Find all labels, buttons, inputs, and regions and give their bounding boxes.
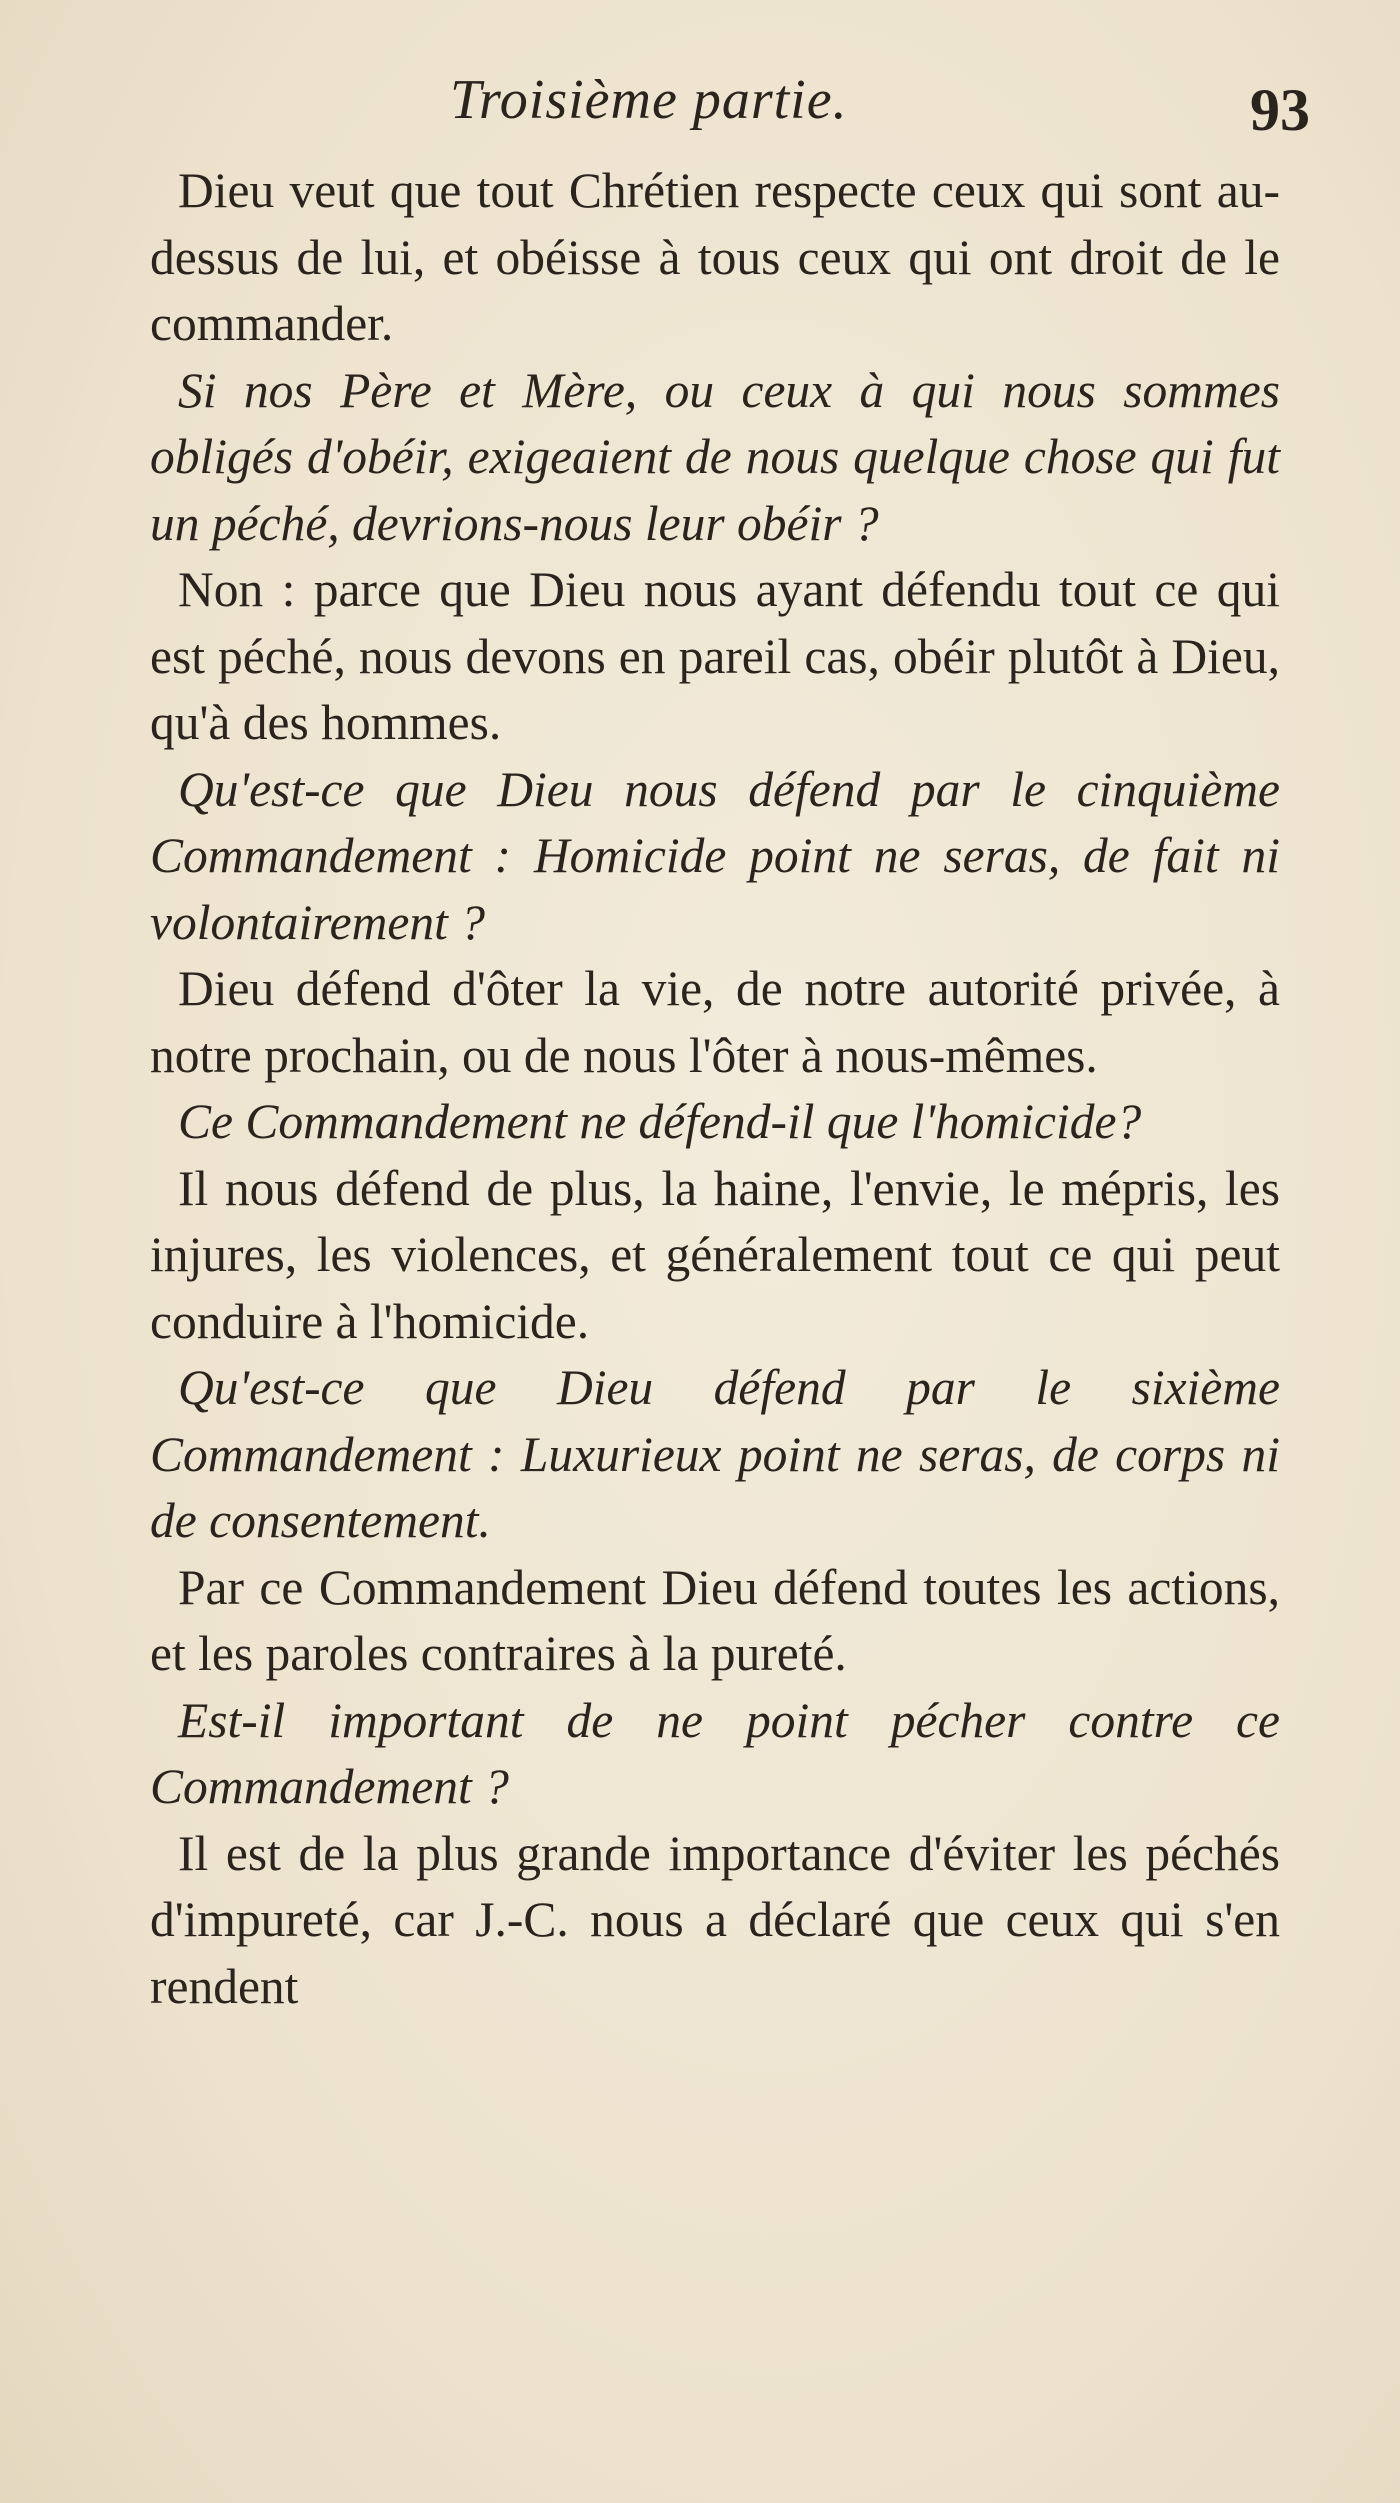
question-paragraph: Si nos Père et Mère, ou ceux à qui nous sommes obligés d'obéir, exigeaient de nous quelque chose qui fut un péché, devrions-nous leur obéir ? [150, 362, 1280, 551]
page-number: 93 [1250, 77, 1310, 143]
answer-paragraph: Dieu veut que tout Chrétien respecte ceux qui sont au-dessus de lui, et obéisse à tous ceux qui ont droit de le commander. [150, 163, 1280, 351]
question-paragraph: Ce Commandement ne défend-il que l'homicide? [178, 1094, 1142, 1149]
body-text [150, 158, 1280, 2020]
question-paragraph: Est-il important de ne point pécher contre ce Commandement ? [150, 1692, 1280, 1814]
answer-paragraph: Il est de la plus grande importance d'éviter les péchés d'impureté, car J.-C. nous a déclaré que ceux qui s'en rendent [150, 1825, 1280, 2014]
answer-paragraph: Par ce Commandement Dieu défend toutes les actions, et les paroles contraires à la pureté. [150, 1559, 1280, 1681]
question-paragraph: Qu'est-ce que Dieu défend par le sixième Commandement : Luxurieux point ne seras, de corps ni de consentement. [150, 1360, 1280, 1548]
question-paragraph: Qu'est-ce que Dieu nous défend par le cinquième Commandement : Homicide point ne seras, de fait ni volontairement ? [150, 761, 1280, 950]
answer-paragraph: Il nous défend de plus, la haine, l'envie, le mépris, les injures, les violences, et généralement tout ce qui peut conduire à l'homicide. [150, 1160, 1280, 1349]
page-header [150, 58, 1310, 158]
running-title: Troisième partie. [450, 69, 848, 131]
answer-paragraph: Non : parce que Dieu nous ayant défendu tout ce qui est péché, nous devons en pareil cas, obéir plutôt à Dieu, qu'à des hommes. [150, 562, 1280, 750]
answer-paragraph: Dieu défend d'ôter la vie, de notre autorité privée, à notre prochain, ou de nous l'ôter à nous-mêmes. [150, 961, 1280, 1083]
